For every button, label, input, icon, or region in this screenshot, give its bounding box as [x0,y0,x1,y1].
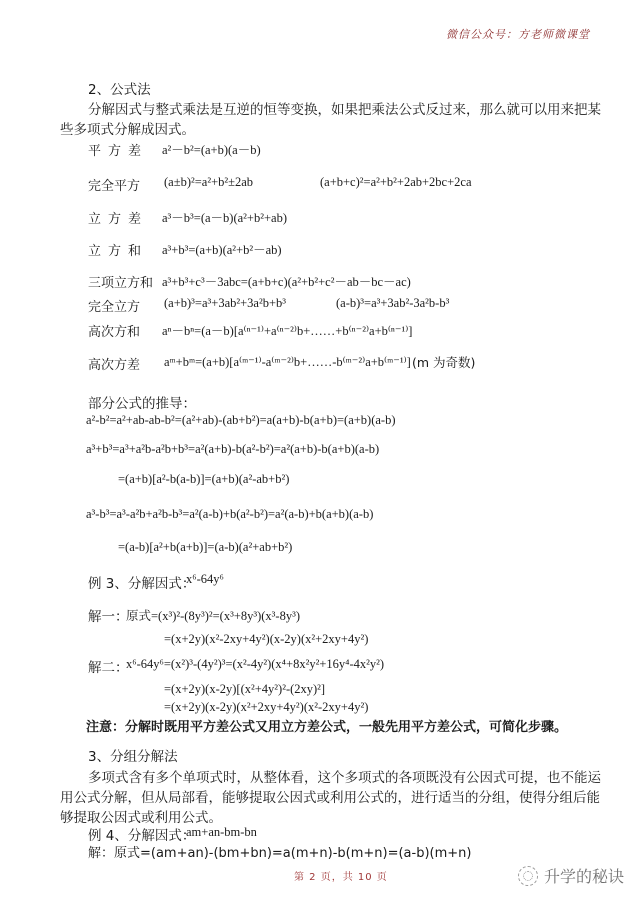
formula-high-power-sum: aⁿ－bⁿ=(a－b)[a⁽ⁿ⁻¹⁾+a⁽ⁿ⁻²⁾b+……+b⁽ⁿ⁻²⁾a+b⁽ⁿ⁻¹⁾] [162,324,413,338]
formula-perfect-square: (a±b)²=a²+b²±2ab [164,175,254,189]
formula-label-difference-of-squares: 平方差 [88,144,149,159]
watermark [518,864,624,887]
wechat-logo-icon [518,866,538,886]
section-2-title: 2、公式法 [88,82,151,98]
formula-label-difference-of-cubes: 立方差 [88,212,149,227]
derivation-line-5: =(a-b)[a²+b(a+b)]=(a-b)(a²+ab+b²) [118,540,293,554]
formula-label-high-power-sum: 高次方和 [88,325,141,340]
section-3-line-2: 用公式分解，但从局部看，能够提取公因式或利用公式的，进行适当的分组，使得分组后能 [60,790,600,806]
derivation-line-3: =(a+b)[a²-b(a-b)]=(a+b)(a²-ab+b²) [118,472,290,486]
section-3-line-1: 多项式含有多个单项式时，从整体看，这个多项式的各项既没有公因式可提，也不能运 [88,770,601,786]
example-3-solution-2-line-1: x⁶-64y⁶=(x²)³-(4y²)³=(x²-4y²)(x⁴+8x²y²+16y⁴-4x²y²) [126,657,385,671]
formula-high-power-difference-note: (m 为奇数) [412,355,476,370]
section-3-line-3: 够提取公因式或利用公式。 [60,810,222,826]
derivation-line-2: a³+b³=a³+a²b-a²b+b³=a²(a+b)-b(a²-b²)=a²(a+b)-b(a+b)(a-b) [86,442,380,456]
example-4-solution: 解：原式=(am+an)-(bm+bn)=a(m+n)-b(m+n)=(a-b)(m+n) [88,846,472,861]
example-3-title: 例 3、分解因式： [88,576,196,592]
example-3-note: 注意：分解时既用平方差公式又用立方差公式，一般先用平方差公式，可简化步骤。 [86,720,568,735]
formula-label-sum-of-cubes: 立方和 [88,244,149,259]
formula-label-perfect-square: 完全平方 [88,179,141,194]
formula-perfect-cube-sum: (a+b)³=a³+3ab²+3a²b+b³ [164,296,287,310]
example-3-solution-1-label: 解一： [88,609,129,625]
formula-three-term-cubes: a³+b³+c³－3abc=(a+b+c)(a²+b²+c²－ab－bc－ac) [162,275,411,289]
derivation-title: 部分公式的推导： [88,396,196,412]
example-3-expression: x⁶-64y⁶ [186,572,224,586]
formula-high-power-difference: aᵐ+bᵐ=(a+b)[a⁽ᵐ⁻¹⁾-a⁽ᵐ⁻²⁾b+……-b⁽ᵐ⁻²⁾a+b⁽ᵐ⁻¹⁾] [164,355,411,369]
formula-difference-of-squares: a²－b²=(a+b)(a－b) [162,143,261,157]
derivation-line-1: a²-b²=a²+ab-ab-b²=(a²+ab)-(ab+b²)=a(a+b)-b(a+b)=(a+b)(a-b) [86,413,396,427]
formula-perfect-square-trinomial: (a+b+c)²=a²+b²+2ab+2bc+2ca [320,175,472,189]
example-4-title: 例 4、分解因式： [88,828,196,844]
example-3-solution-2-line-3: =(x+2y)(x-2y)(x²+2xy+4y²)(x²-2xy+4y²) [164,700,369,714]
formula-sum-of-cubes: a³+b³=(a+b)(a²+b²－ab) [162,243,282,257]
example-3-solution-2-line-2: =(x+2y)(x-2y)[(x²+4y²)²-(2xy)²] [164,682,326,696]
formula-label-high-power-difference: 高次方差 [88,358,141,373]
derivation-line-4: a³-b³=a³-a²b+a²b-b³=a²(a-b)+b(a²-b²)=a²(a-b)+b(a+b)(a-b) [86,507,374,521]
header-note: 微信公众号：方老师微课堂 [446,28,590,41]
section-2-intro-line1: 分解因式与整式乘法是互逆的恒等变换，如果把乘法公式反过来，那么就可以用来把某 [88,102,601,118]
watermark-text: 升学的秘诀 [544,867,625,886]
section-3-title: 3、分组分解法 [88,749,178,765]
section-2-intro-line2: 些多项式分解成因式。 [60,122,195,138]
formula-difference-of-cubes: a³－b³=(a－b)(a²+b²+ab) [162,211,287,225]
example-3-solution-1-line-2: =(x+2y)(x²-2xy+4y²)(x-2y)(x²+2xy+4y²) [164,632,369,646]
page-number: 第 2 页，共 10 页 [294,872,388,883]
formula-label-perfect-cube: 完全立方 [88,300,141,315]
formula-perfect-cube-difference: (a-b)³=a³+3ab²-3a²b-b³ [336,296,450,310]
example-3-solution-2-label: 解二： [88,660,129,676]
formula-label-three-term-cubes: 三项立方和 [88,276,154,291]
example-4-expression: am+an-bm-bn [186,825,257,839]
example-3-solution-1-line-1: 原式=(x³)²-(8y³)²=(x³+8y³)(x³-8y³) [126,609,301,623]
